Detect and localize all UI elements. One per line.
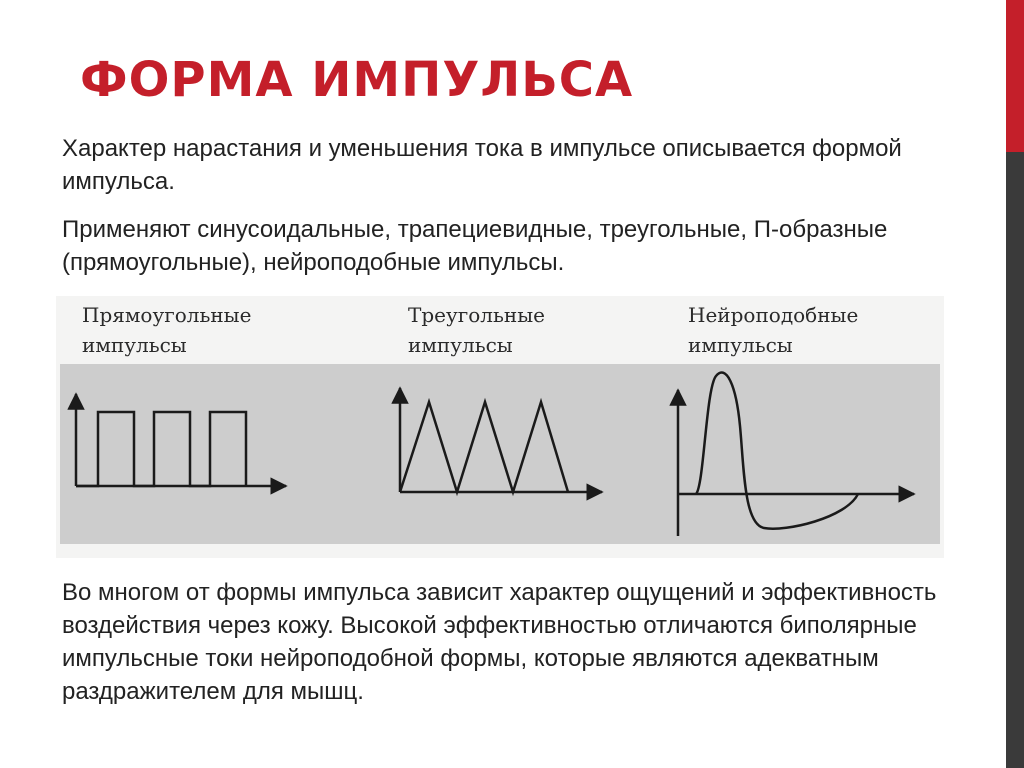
accent-bar-dark bbox=[1006, 152, 1024, 768]
slide-title: ФОРМА ИМПУЛЬСА bbox=[80, 52, 634, 108]
paragraph-pulse-types: Применяют синусоидальные, трапециевидные, треугольные, П-образные (прямоугольные), нейроподобные импульсы. bbox=[62, 216, 888, 276]
accent-bar-red bbox=[1006, 0, 1024, 152]
triangular-label-line1: Треугольные bbox=[408, 303, 545, 327]
rectangular-label-line2: импульсы bbox=[82, 333, 187, 357]
neuro-label-line1: Нейроподобные bbox=[688, 303, 859, 327]
triangular-label-line2: импульсы bbox=[408, 333, 513, 357]
pulse-shapes-figure bbox=[56, 296, 944, 558]
neuro-like-pulse-plot bbox=[678, 373, 914, 536]
accent-bar bbox=[1006, 0, 1024, 768]
paragraph-effectiveness: Во многом от формы импульса зависит характер ощущений и эффективность воздействия через кожу. Высокой эффективностью отличаются биполярные импульсные токи нейроподобной формы, которые являются адекватным раздражителем для мышц. bbox=[62, 579, 937, 705]
neuro-label-line2: импульсы bbox=[688, 333, 793, 357]
rectangular-waveform bbox=[76, 412, 246, 486]
triangular-waveform bbox=[400, 402, 568, 492]
paragraph-pulse-shape-definition: Характер нарастания и уменьшения тока в импульсе описывается формой импульса. bbox=[62, 135, 902, 195]
neuro-waveform bbox=[696, 373, 858, 529]
pulse-plots bbox=[56, 296, 944, 558]
rectangular-pulses-plot bbox=[76, 394, 286, 486]
triangular-pulses-plot bbox=[400, 388, 602, 492]
rectangular-label-line1: Прямоугольные bbox=[82, 303, 252, 327]
